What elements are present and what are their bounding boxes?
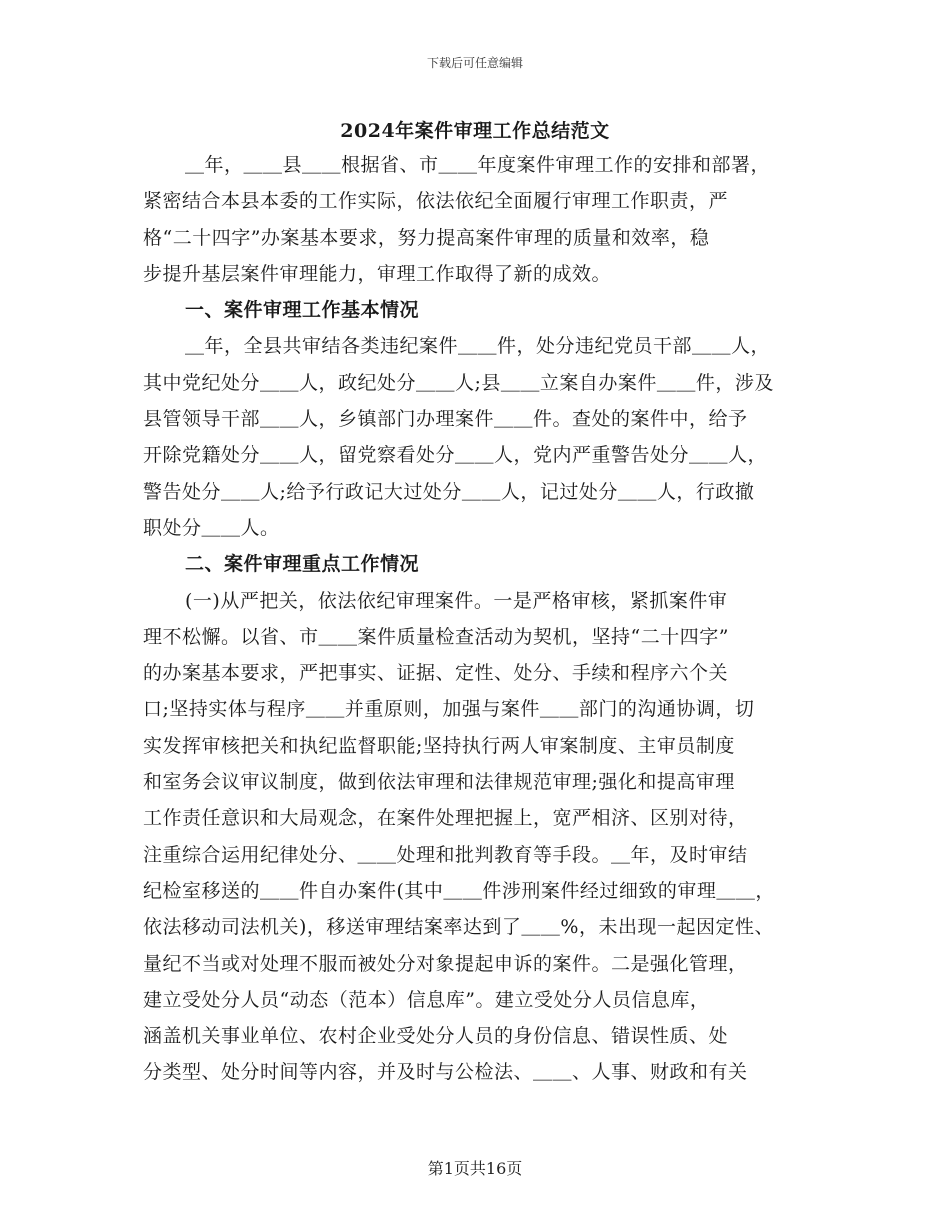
document-body <box>143 147 813 1091</box>
paragraph-line: 量纪不当或对处理不服而被处分对象提起申诉的案件。二是强化管理， <box>143 952 748 975</box>
paragraph-line: 依法移动司法机关)，移送审理结案率达到了＿＿%，未出现一起因定性、 <box>143 916 774 939</box>
paragraph-line: 注重综合运用纪律处分、＿＿处理和批判教育等手段。＿年，及时审结 <box>143 843 748 866</box>
paragraph-line: 口;坚持实体与程序＿＿并重原则，加强与案件＿＿部门的沟通协调，切 <box>143 698 755 721</box>
section-heading: 二、案件审理重点工作情况 <box>185 553 420 576</box>
paragraph-line: 职处分＿＿人。 <box>143 516 280 539</box>
paragraph-line: 涵盖机关事业单位、农村企业受处分人员的身份信息、错误性质、处 <box>143 1025 729 1048</box>
paragraph-line: 纪检室移送的＿＿件自办案件(其中＿＿件涉刑案件经过细致的审理＿＿， <box>143 879 775 902</box>
paragraph-line: 其中党纪处分＿＿人，政纪处分＿＿人;县＿＿立案自办案件＿＿件，涉及 <box>143 371 774 394</box>
paragraph-line: 理不松懈。以省、市＿＿案件质量检查活动为契机，坚持“二十四字” <box>143 625 729 648</box>
paragraph-line: 警告处分＿＿人;给予行政记大过处分＿＿人，记过处分＿＿人，行政撤 <box>143 480 755 503</box>
paragraph-line: ＿年，＿＿县＿＿根据省、市＿＿年度案件审理工作的安排和部署， <box>185 154 771 176</box>
paragraph-line: 和室务会议审议制度，做到依法审理和法律规范审理;强化和提高审理 <box>143 771 735 794</box>
paragraph-line: 格“二十四字”办案基本要求，努力提高案件审理的质量和效率，稳 <box>143 226 710 249</box>
paragraph-line: 开除党籍处分＿＿人，留党察看处分＿＿人，党内严重警告处分＿＿人， <box>143 444 768 467</box>
paragraph-line: 分类型、处分时间等内容，并及时与公检法、＿＿、人事、财政和有关 <box>143 1061 748 1084</box>
paragraph-line: 紧密结合本县本委的工作实际，依法依纪全面履行审理工作职责，严 <box>143 190 729 213</box>
paragraph-line: 建立受处分人员“动态（范本）信息库”。建立受处分人员信息库， <box>143 988 710 1011</box>
paragraph-line: (一)从严把关，依法依纪审理案件。一是严格审核，紧抓案件审 <box>185 589 728 612</box>
paragraph-line: 县管领导干部＿＿人，乡镇部门办理案件＿＿件。查处的案件中，给予 <box>143 408 748 431</box>
paragraph-line: 工作责任意识和大局观念，在案件处理把握上，宽严相济、区别对待， <box>143 807 748 830</box>
paragraph-line: 实发挥审核把关和执纪监督职能;坚持执行两人审案制度、主审员制度 <box>143 734 735 757</box>
paragraph-line: 步提升基层案件审理能力，审理工作取得了新的成效。 <box>143 262 612 285</box>
section-heading: 一、案件审理工作基本情况 <box>185 299 420 322</box>
document-title: 2024年案件审理工作总结范文 <box>340 120 610 142</box>
page-header-note: 下载后可任意编辑 <box>426 56 523 70</box>
paragraph-line: ＿年，全县共审结各类违纪案件＿＿件，处分违纪党员干部＿＿人， <box>185 335 771 358</box>
page-footer-number: 第1页共16页 <box>427 1159 523 1178</box>
paragraph-line: 的办案基本要求，严把事实、证据、定性、处分、手续和程序六个关 <box>143 662 729 685</box>
